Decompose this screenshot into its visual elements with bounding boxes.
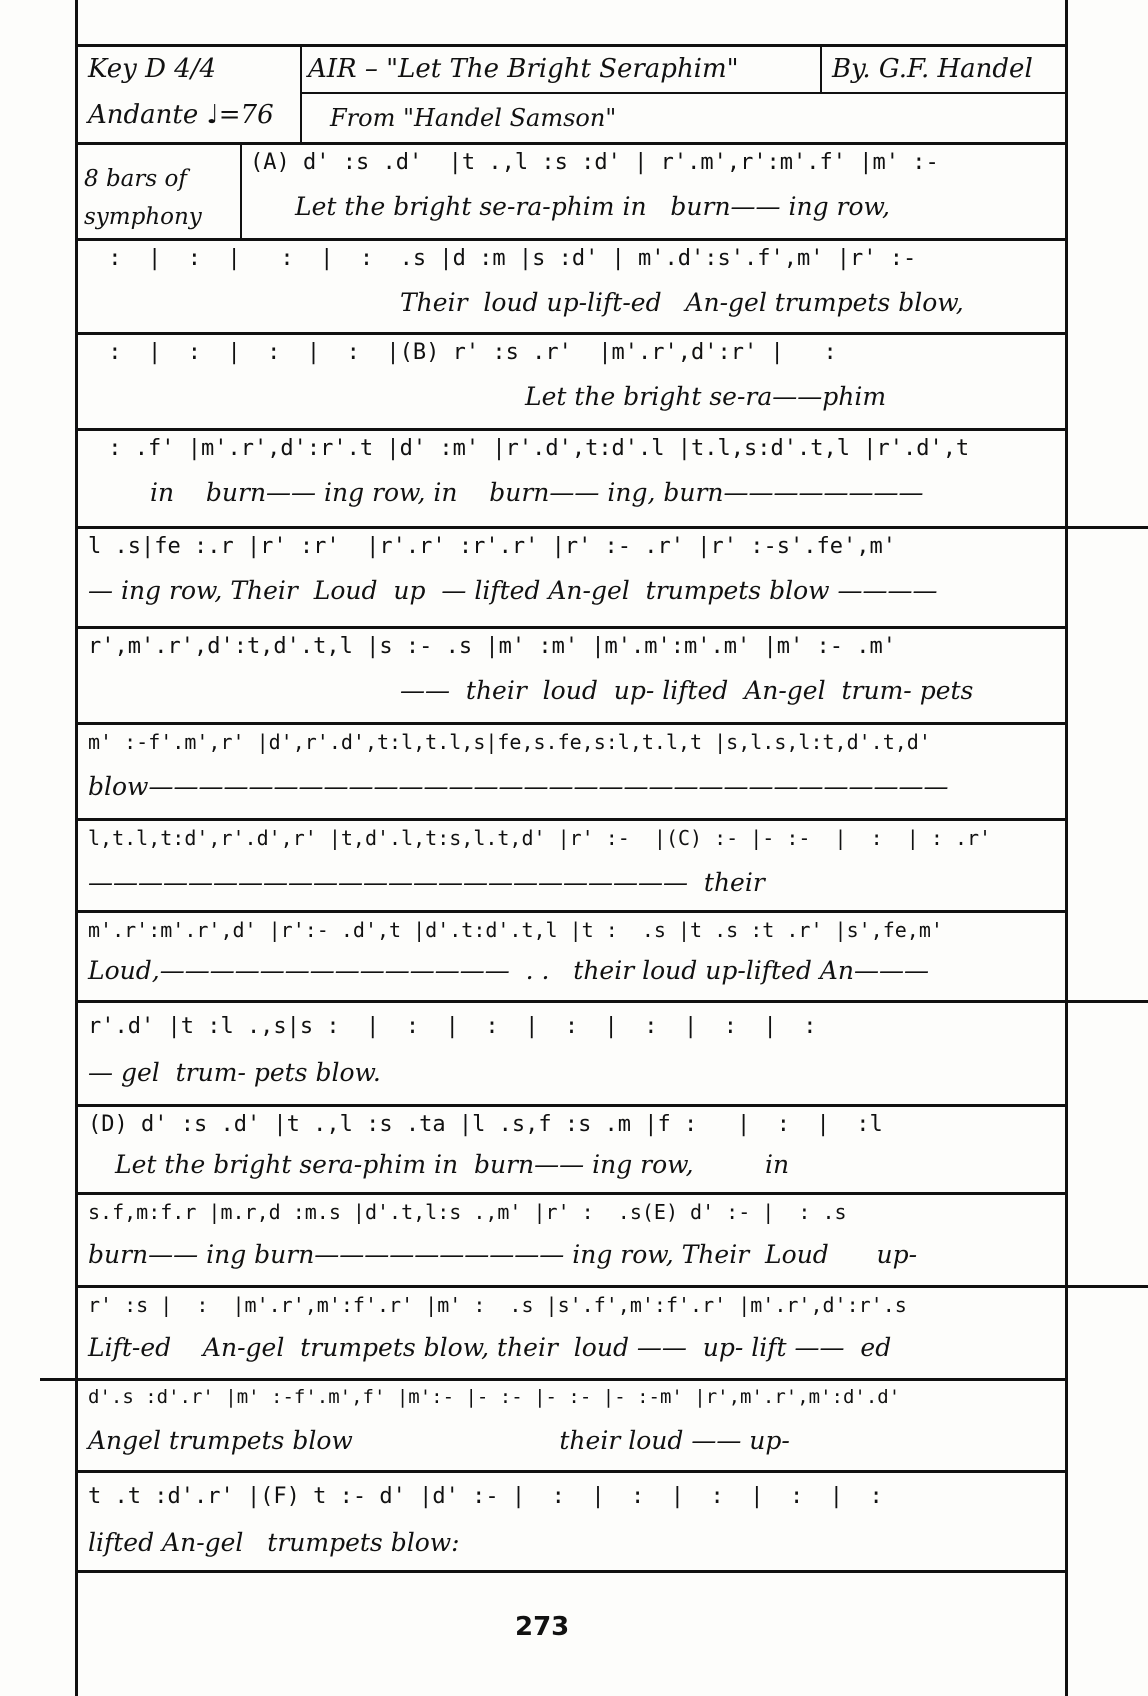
composer: By. G.F. Handel <box>832 54 1033 84</box>
lyric-line: Loud,—————————————— . . their loud up-lifted An——— <box>88 956 929 985</box>
header-top-rule <box>75 44 1065 47</box>
solfa-line: : | : | : | : |(B) r' :s .r' |m'.r',d':r' | : <box>95 340 837 365</box>
header-divider-2 <box>820 44 822 92</box>
solfa-line: m' :-f'.m',r' |d',r'.d',t:l,t.l,s|fe,s.fe,s:l,t.l,t |s,l.s,l:t,d'.t,d' <box>88 730 931 754</box>
lyric-line: Angel trumpets blow their loud —— up- <box>88 1426 790 1455</box>
lyric-line: lifted An-gel trumpets blow: <box>88 1528 460 1557</box>
lyric-line: Let the bright sera-phim in burn—— ing row, in <box>115 1150 790 1179</box>
music-system-4 <box>0 428 1148 526</box>
solfa-line: : .f' |m'.r',d':r'.t |d' :m' |r'.d',t:d'.l |t.l,s:d'.t,l |r'.d',t <box>95 436 970 461</box>
lyric-line: burn—— ing burn—————————— ing row, Their Loud up- <box>88 1240 918 1269</box>
lyric-line: — gel trum- pets blow. <box>88 1058 381 1087</box>
lyric-line: Their loud up-lift-ed An-gel trumpets blow, <box>400 288 964 317</box>
lyric-line: —— their loud up- lifted An-gel trum- pets <box>400 676 974 705</box>
music-system-12 <box>0 1192 1148 1285</box>
music-system-1 <box>0 142 1148 238</box>
music-system-9 <box>0 910 1148 1000</box>
solfa-line: (A) d' :s .d' |t .,l :s :d' | r'.m',r':m'.f' |m' :- <box>250 150 939 175</box>
system-rule <box>75 1570 1065 1573</box>
lyric-line: — ing row, Their Loud up — lifted An-gel trumpets blow ———— <box>88 576 938 605</box>
solfa-line: s.f,m:f.r |m.r,d :m.s |d'.t,l:s .,m' |r' : .s(E) d' :- | : .s <box>88 1200 847 1224</box>
lyric-line: ———————————————————————— their <box>88 868 765 897</box>
music-system-15 <box>0 1470 1148 1570</box>
lyric-line: Let the bright se-ra——phim <box>525 382 887 411</box>
solfa-line: : | : | : | : .s |d :m |s :d' | m'.d':s'.f',m' |r' :- <box>95 246 917 271</box>
music-system-7 <box>0 722 1148 818</box>
music-system-13 <box>0 1285 1148 1378</box>
solfa-line: r' :s | : |m'.r',m':f'.r' |m' : .s |s'.f',m':f'.r' |m'.r',d':r'.s <box>88 1293 907 1317</box>
music-system-11 <box>0 1104 1148 1192</box>
header-rule-mid <box>300 92 1065 94</box>
solfa-line: l,t.l,t:d',r'.d',r' |t,d'.l,t:s,l.t,d' |r' :- |(C) :- |- :- | : | : .r' <box>88 826 992 850</box>
solfa-line: m'.r':m'.r',d' |r':- .d',t |d'.t:d'.t,l |t : .s |t .s :t .r' |s',fe,m' <box>88 918 943 942</box>
lyric-line: in burn—— ing row, in burn—— ing, burn———————— <box>150 478 924 507</box>
music-system-10 <box>0 1000 1148 1104</box>
source-title: From "Handel Samson" <box>330 104 617 132</box>
music-system-5 <box>0 526 1148 626</box>
intro-label: 8 bars of symphony <box>84 166 202 230</box>
music-system-3 <box>0 332 1148 428</box>
air-title: AIR – "Let The Bright Seraphim" <box>308 54 739 84</box>
music-system-14 <box>0 1378 1148 1470</box>
music-system-2 <box>0 238 1148 332</box>
solfa-line: r'.d' |t :l .,s|s : | : | : | : | : | : | : <box>88 1014 817 1039</box>
music-system-8 <box>0 818 1148 910</box>
solfa-line: d'.s :d'.r' |m' :-f'.m',f' |m':- |- :- |- :- |- :-m' |r',m'.r',m':d'.d' <box>88 1386 901 1408</box>
music-system-6 <box>0 626 1148 722</box>
solfa-line: t .t :d'.r' |(F) t :- d' |d' :- | : | : | : | : | : <box>88 1484 883 1509</box>
page-number: 273 <box>515 1612 570 1642</box>
lyric-line: blow———————————————————————————————— <box>88 772 949 801</box>
lyric-line: Lift-ed An-gel trumpets blow, their loud —— up- lift —— ed <box>88 1333 892 1362</box>
lyric-line: Let the bright se-ra-phim in burn—— ing row, <box>295 192 890 221</box>
header-divider-1 <box>300 44 302 142</box>
solfa-line: r',m'.r',d':t,d'.t,l |s :- .s |m' :m' |m'.m':m'.m' |m' :- .m' <box>88 634 896 659</box>
tempo-marking: Andante ♩=76 <box>88 100 274 130</box>
key-signature: Key D 4/4 <box>88 54 217 84</box>
solfa-line: (D) d' :s .d' |t .,l :s .ta |l .s,f :s .m |f : | : | :l <box>88 1112 883 1137</box>
solfa-line: l .s|fe :.r |r' :r' |r'.r' :r'.r' |r' :- .r' |r' :-s'.fe',m' <box>88 534 896 559</box>
